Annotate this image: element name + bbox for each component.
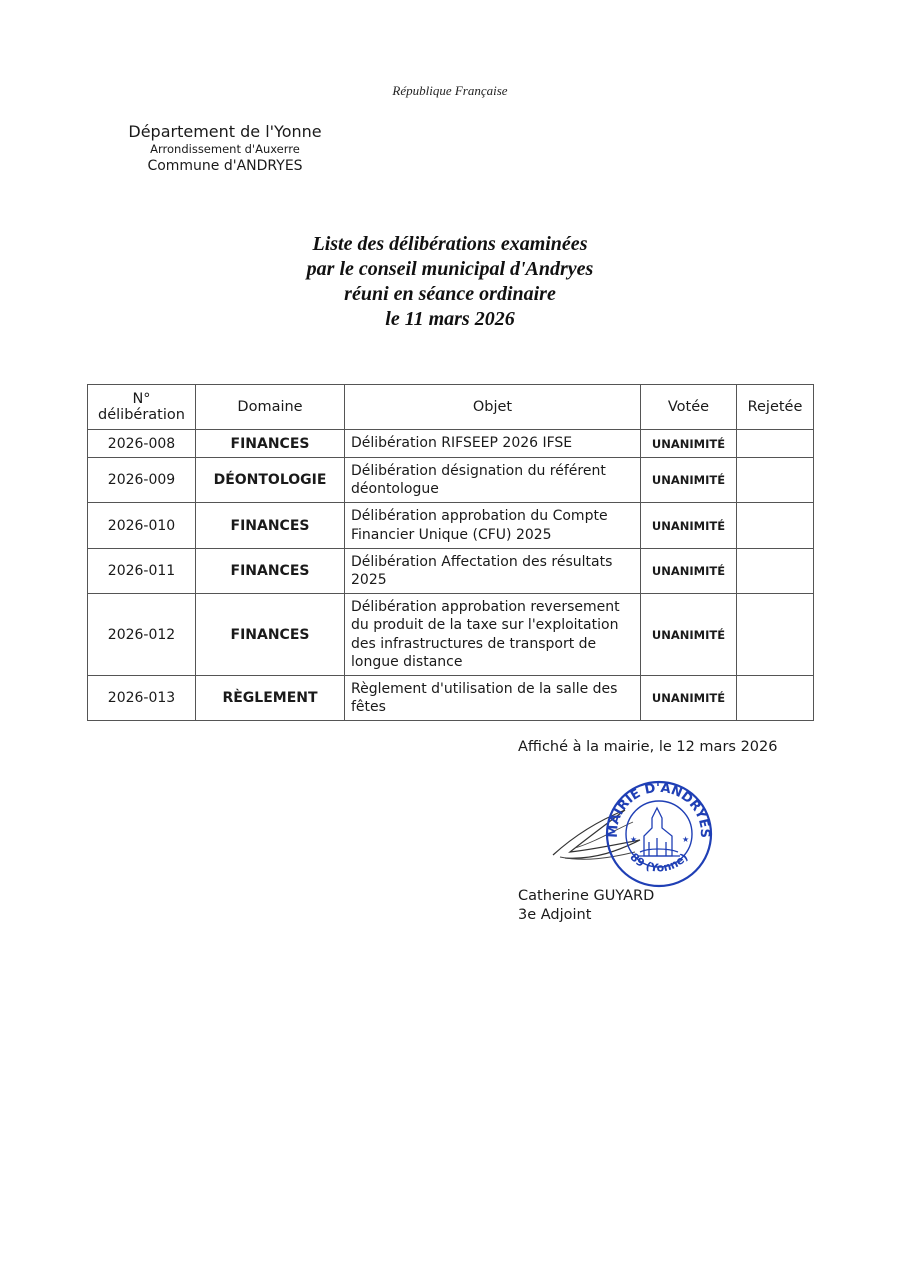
table-row — [88, 503, 814, 549]
row-object: Délibération approbation du Compte Financier Unique (CFU) 2025 — [345, 503, 641, 549]
title-line-3: réuni en séance ordinaire — [344, 283, 556, 305]
row-rejected — [737, 430, 814, 458]
row-object: Règlement d'utilisation de la salle des fêtes — [345, 676, 641, 721]
table-row — [88, 549, 814, 594]
header-domain: Domaine — [196, 385, 345, 430]
department-block — [95, 122, 355, 176]
row-object: Délibération désignation du référent déontologue — [345, 458, 641, 503]
row-number: 2026-010 — [88, 503, 196, 549]
row-domain: DÉONTOLOGIE — [196, 458, 345, 503]
commune-name: Commune d'ANDRYES — [147, 158, 303, 174]
table-row — [88, 676, 814, 721]
row-voted: UNANIMITÉ — [641, 594, 737, 676]
row-domain: FINANCES — [196, 430, 345, 458]
row-number: 2026-011 — [88, 549, 196, 594]
row-domain: FINANCES — [196, 503, 345, 549]
posted-notice: Affiché à la mairie, le 12 mars 2026 — [518, 739, 778, 755]
table-row — [88, 458, 814, 503]
title-line-2: par le conseil municipal d'Andryes — [306, 258, 594, 280]
row-rejected — [737, 503, 814, 549]
deliberations-table — [87, 384, 814, 721]
header-number — [88, 385, 196, 430]
signer-block — [518, 887, 654, 925]
mairie-stamp — [600, 778, 718, 890]
row-voted: UNANIMITÉ — [641, 430, 737, 458]
row-object: Délibération RIFSEEP 2026 IFSE — [345, 430, 641, 458]
republic-header: République Française — [392, 83, 508, 98]
header-rejected: Rejetée — [737, 385, 814, 430]
title-line-1: Liste des délibérations examinées — [312, 233, 588, 255]
table-row — [88, 430, 814, 458]
row-voted: UNANIMITÉ — [641, 503, 737, 549]
document-title — [0, 232, 900, 332]
stamp-star-left-icon: ★ — [630, 835, 638, 844]
signer-name: Catherine GUYARD — [518, 888, 655, 904]
row-object: Délibération approbation reversement du produit de la taxe sur l'exploitation des infrastructures de transport de longue distance — [345, 594, 641, 676]
row-rejected — [737, 458, 814, 503]
row-domain: FINANCES — [196, 549, 345, 594]
row-rejected — [737, 594, 814, 676]
row-domain: FINANCES — [196, 594, 345, 676]
row-object: Délibération Affectation des résultats 2025 — [345, 549, 641, 594]
stamp-top-text: MAIRIE D'ANDRYES — [605, 780, 713, 839]
row-number: 2026-013 — [88, 676, 196, 721]
row-voted: UNANIMITÉ — [641, 458, 737, 503]
row-domain: RÈGLEMENT — [196, 676, 345, 721]
stamp-bottom-text: 89 (Yonne) — [627, 850, 691, 875]
title-line-4: le 11 mars 2026 — [385, 308, 515, 330]
row-rejected — [737, 676, 814, 721]
row-voted: UNANIMITÉ — [641, 549, 737, 594]
church-emblem-icon — [638, 808, 680, 856]
row-number: 2026-012 — [88, 594, 196, 676]
stamp-star-right-icon: ★ — [682, 835, 690, 844]
row-number: 2026-009 — [88, 458, 196, 503]
header-number-line-1: N° — [132, 391, 151, 407]
header-object: Objet — [345, 385, 641, 430]
header-voted: Votée — [641, 385, 737, 430]
row-voted: UNANIMITÉ — [641, 676, 737, 721]
table-header-row — [88, 385, 814, 430]
row-number: 2026-008 — [88, 430, 196, 458]
row-rejected — [737, 549, 814, 594]
arrondissement-name: Arrondissement d'Auxerre — [150, 142, 300, 156]
header-number-line-2: délibération — [98, 407, 185, 423]
signer-title: 3e Adjoint — [518, 907, 592, 923]
department-name: Département de l'Yonne — [128, 122, 322, 141]
table-row — [88, 594, 814, 676]
